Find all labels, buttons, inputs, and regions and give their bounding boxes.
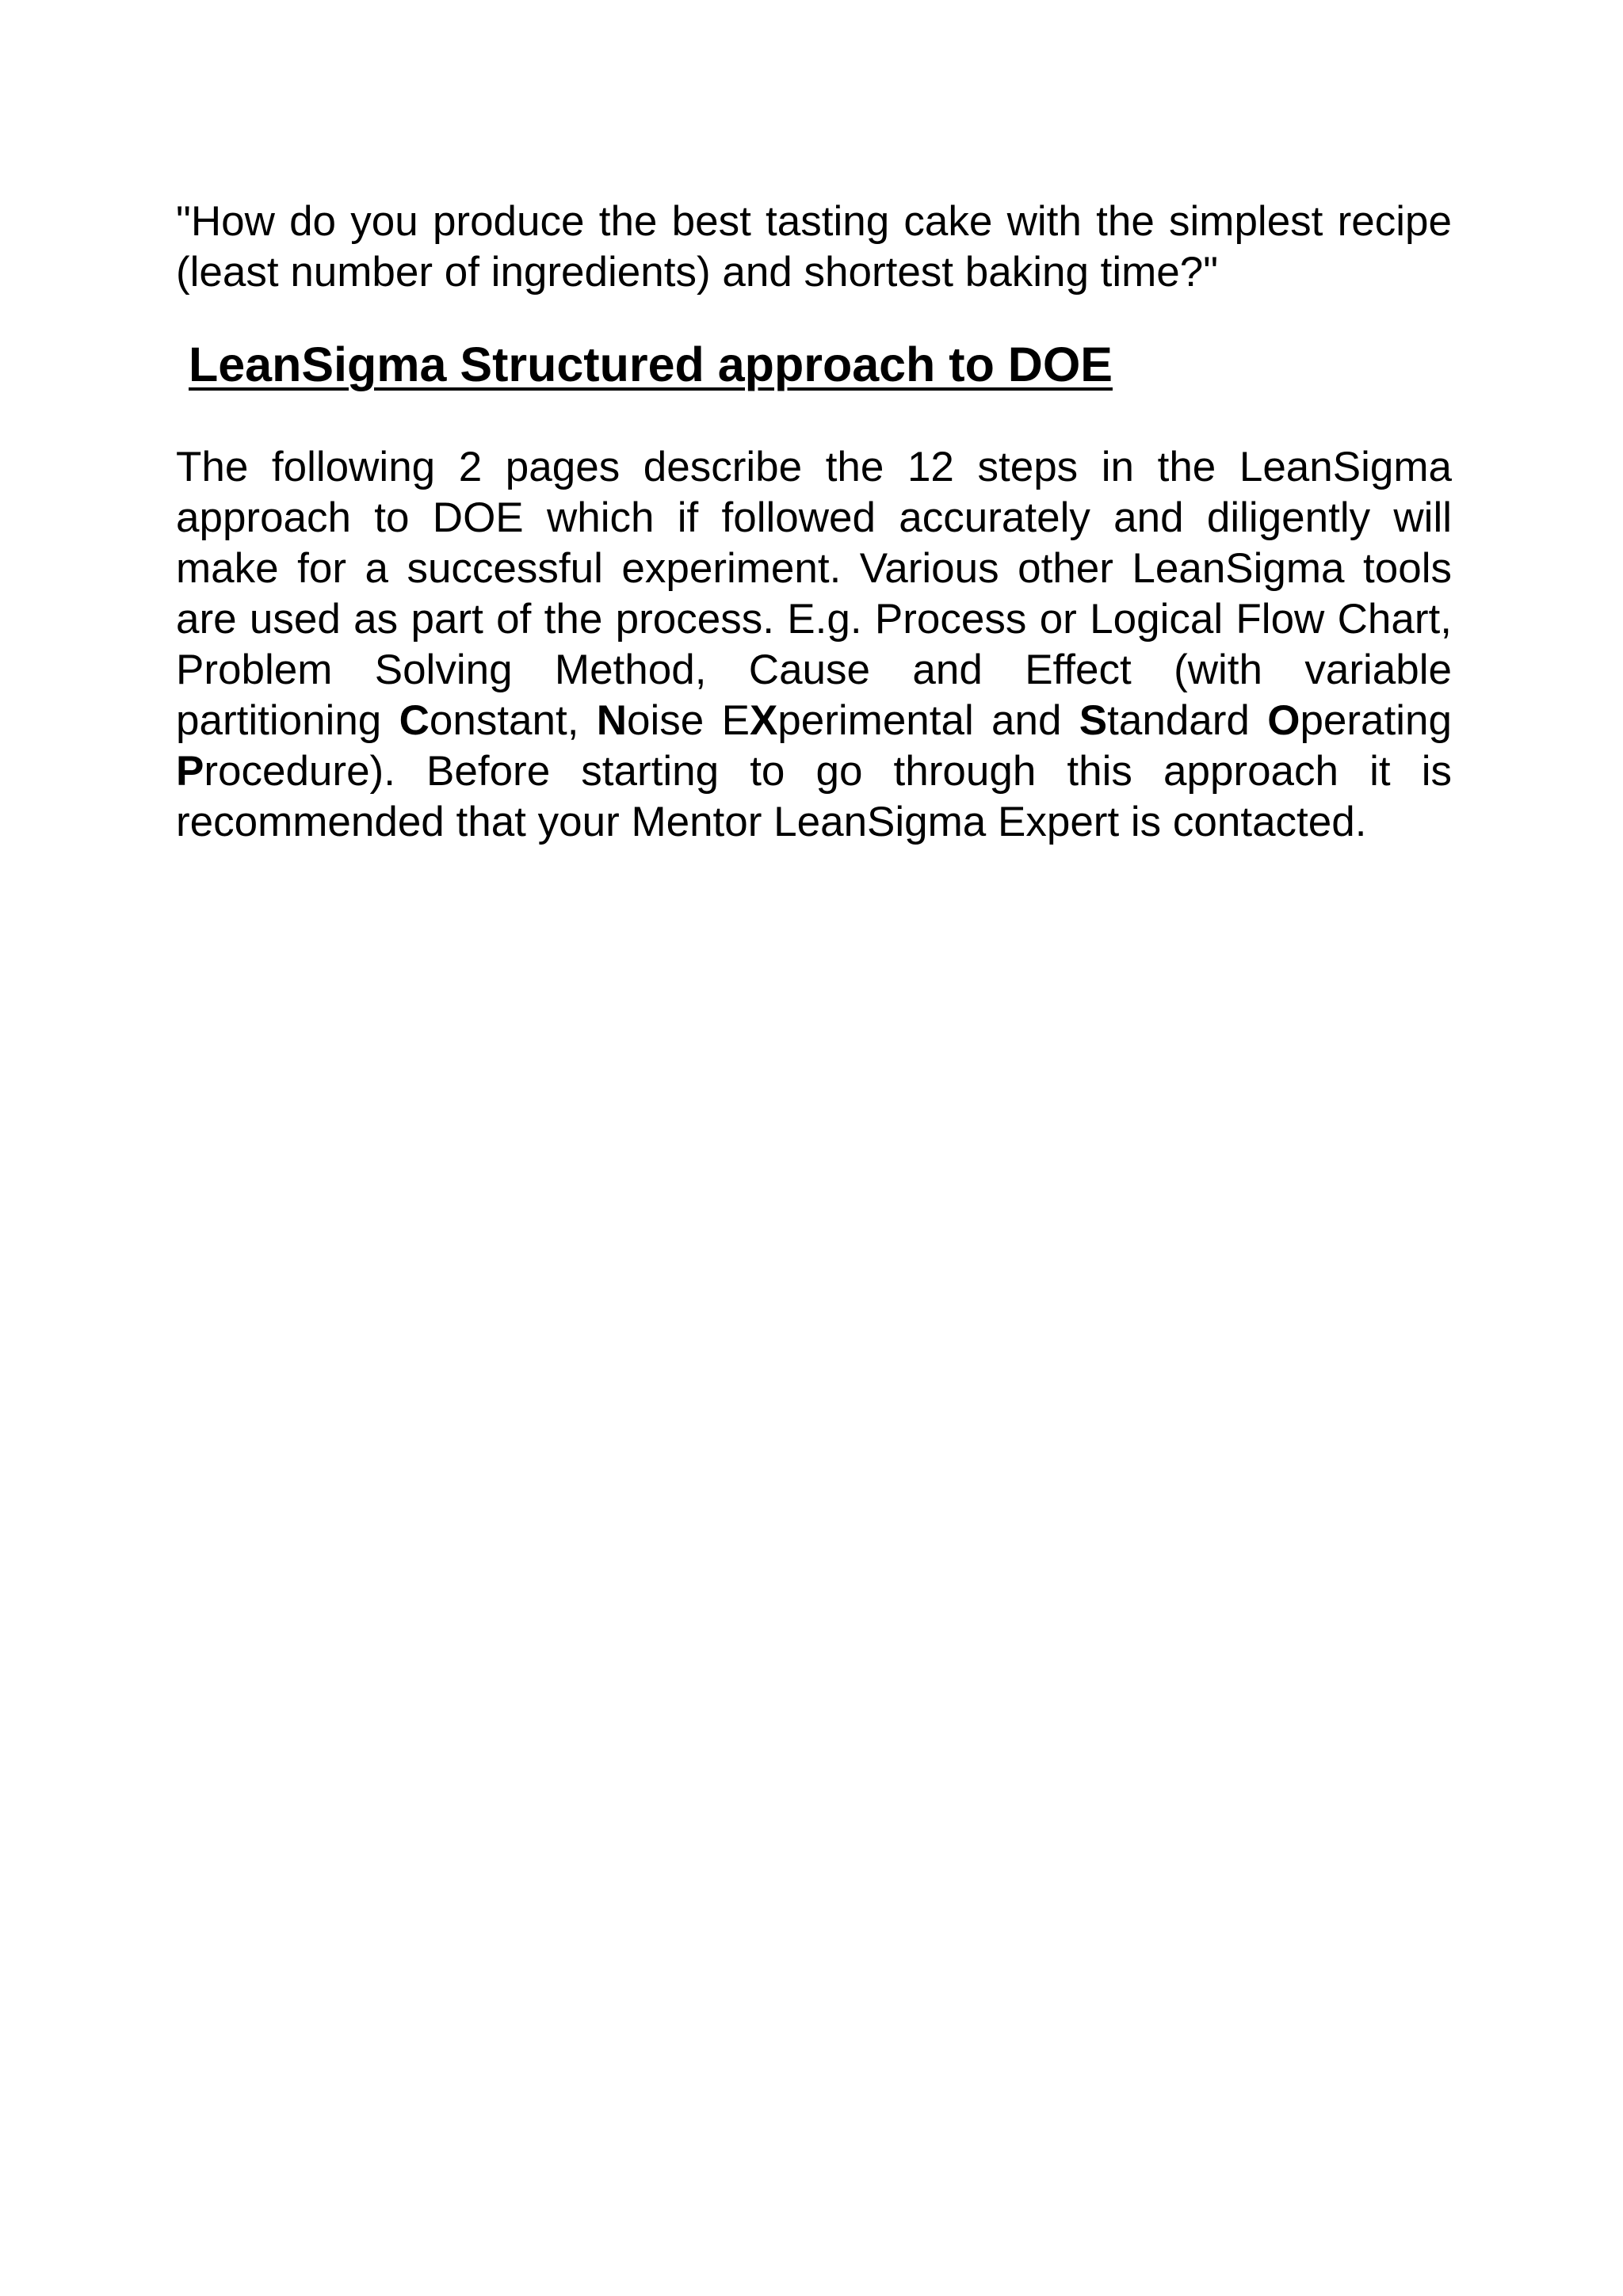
paragraph-text-standard: tandard xyxy=(1107,697,1268,744)
bold-letter-p: P xyxy=(176,748,204,795)
bold-letter-s: S xyxy=(1079,697,1108,744)
bold-letter-n: N xyxy=(596,697,628,744)
paragraph-intro-text: The following 2 pages describe the 12 steps in the LeanSigma approach to DOE which if followed accurately and diligently will make for a successful experiment. Various other LeanSigma tools are used as part of the process. E.g. Process or Logical Flow Chart, Problem Solving Method, Cause and Effect (with variable partitioning xyxy=(176,444,1452,744)
paragraph-text-experimental: perimental and xyxy=(777,697,1079,744)
paragraph-text-procedure: rocedure). Before starting to go through this approach it is recommended that your Mentor LeanSigma Expert is contacted. xyxy=(176,748,1452,845)
paragraph-text-operating: perating xyxy=(1300,697,1452,744)
section-heading: LeanSigma Structured approach to DOE xyxy=(189,338,1113,391)
paragraph-text-noise: oise E xyxy=(627,697,750,744)
quote-paragraph: "How do you produce the best tasting cake with the simplest recipe (least number of ingredients) and shortest baking time?" xyxy=(176,198,1452,296)
body-paragraph xyxy=(176,442,1452,848)
paragraph-text-constant: onstant, xyxy=(429,697,597,744)
bold-letter-x: X xyxy=(749,697,778,744)
bold-letter-c: C xyxy=(399,697,430,744)
bold-letter-o: O xyxy=(1267,697,1300,744)
